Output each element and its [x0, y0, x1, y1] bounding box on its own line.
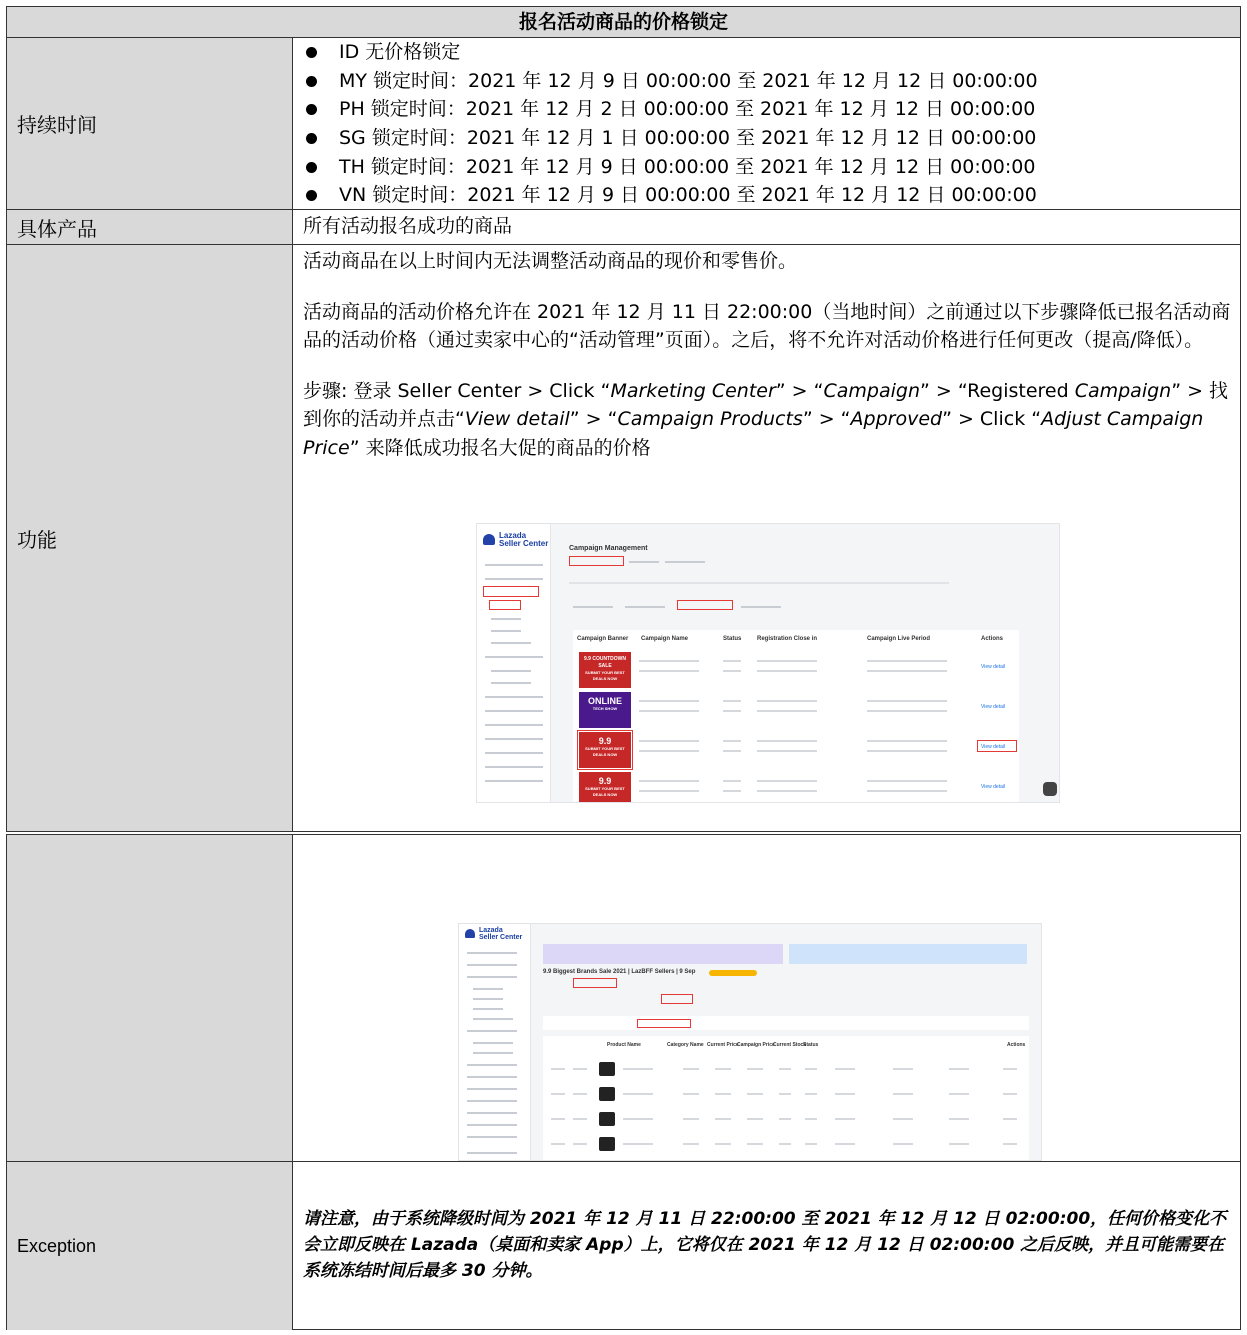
function-paragraph-3: 步骤: 登录 Seller Center > Click “Marketing Center” > “Campaign” > “Registered Campaign” > 找到你的活动并点击“View detail” > “Campaign Products” > “Approved” > Click “Adjust Campaign Price” 来降低成功报名大促的商品的价格 [303, 379, 1229, 459]
column-header: Status [803, 1042, 819, 1048]
logo-text-line2: Seller Center [479, 934, 523, 941]
product-thumbnail [599, 1087, 615, 1101]
logo-text-line1: Lazada [479, 927, 503, 934]
campaign-products-screenshot [458, 923, 1042, 1161]
product-thumbnail [599, 1112, 615, 1126]
chat-icon[interactable] [1043, 782, 1057, 796]
table-title: 报名活动商品的价格锁定 [7, 7, 1240, 38]
campaign-banner: 9.9 SUBMIT YOUR BEST DEALS NOW [579, 772, 631, 803]
product-value: 所有活动报名成功的商品 [303, 215, 513, 237]
lock-time-list [303, 38, 1232, 210]
row-product [7, 210, 1240, 245]
bullet-icon [306, 133, 317, 144]
screenshot2-page-title: 9.9 Biggest Brands Sale 2021 | LazBFF Sellers | 9 Sep [543, 969, 696, 975]
logo-text-line1: Lazada [499, 531, 527, 540]
lock-time-item: ID 无价格锁定 [303, 38, 1232, 67]
column-header: Current Stock [773, 1042, 807, 1048]
function-paragraph-2: 活动商品的活动价格允许在 2021 年 12 月 11 日 22:00:00（当地时间）之前通过以下步骤降低已报名活动商品的活动价格（通过卖家中心的“活动管理”页面）。之后，将不允许对活动价格进行任何更改（提高/降低）。 [303, 300, 1231, 351]
exception-text: 请注意，由于系统降级时间为 2021 年 12 月 11 日 22:00:00 至 2021 年 12 月 12 日 02:00:00，任何价格变化不会立即反映在 Lazada（桌面和卖家 App）上，它将仅在 2021 年 12 月 12 日 02:00:00 之后反映，并且可能需要在系统冻结时间后最多 30 分钟。 [303, 1209, 1227, 1281]
column-header: Campaign Price [737, 1042, 775, 1048]
view-detail-link[interactable]: View detail [981, 744, 1006, 750]
campaign-management-screenshot [476, 523, 1060, 803]
row-label-product: 具体产品 [7, 210, 293, 244]
bullet-icon [306, 104, 317, 115]
column-header: Registration Close in [757, 636, 818, 642]
screenshot1-page-title: Campaign Management [569, 545, 648, 552]
lock-time-item: PH 锁定时间：2021 年 12 月 2 日 00:00:00 至 2021 年 12 月 12 日 00:00:00 [303, 95, 1232, 124]
column-header: Status [723, 636, 742, 642]
promo-banner-left [543, 944, 783, 964]
campaign-banner: ONLINE TECH SHOW [579, 692, 631, 728]
column-header: Current Price [707, 1042, 739, 1048]
row-exception [7, 1162, 1240, 1330]
campaign-products-table [543, 1036, 1029, 1161]
column-header: Actions [981, 636, 1004, 642]
promo-banner-right [789, 944, 1027, 964]
row-label-function: 功能 [7, 245, 293, 831]
bullet-icon [306, 76, 317, 87]
lazada-logo-icon [465, 929, 475, 938]
column-header: Actions [1007, 1042, 1026, 1048]
campaign-list-table [573, 630, 1019, 803]
bullet-icon [306, 162, 317, 173]
row-duration [7, 38, 1240, 210]
logo-text-line2: Seller Center [499, 539, 549, 548]
row-label-duration: 持续时间 [7, 38, 293, 209]
column-header: Campaign Name [641, 636, 689, 642]
product-thumbnail [599, 1062, 615, 1076]
lock-time-item: VN 锁定时间：2021 年 12 月 9 日 00:00:00 至 2021 年 12 月 12 日 00:00:00 [303, 181, 1232, 210]
view-detail-link[interactable]: View detail [981, 664, 1006, 670]
lock-time-item: TH 锁定时间：2021 年 12 月 9 日 00:00:00 至 2021 年 12 月 12 日 00:00:00 [303, 153, 1232, 182]
view-detail-link[interactable]: View detail [981, 704, 1006, 710]
lock-time-item: SG 锁定时间：2021 年 12 月 1 日 00:00:00 至 2021 年 12 月 12 日 00:00:00 [303, 124, 1232, 153]
column-header: Campaign Live Period [867, 636, 931, 642]
view-detail-highlight [977, 740, 1017, 752]
column-header: Category Name [667, 1042, 704, 1048]
column-header: Campaign Banner [577, 636, 629, 642]
campaign-banner: 9.9 SUBMIT YOUR BEST DEALS NOW [579, 732, 631, 768]
function-paragraph-1: 活动商品在以上时间内无法调整活动商品的现价和零售价。 [303, 250, 798, 272]
view-detail-link[interactable]: View detail [981, 784, 1006, 790]
lock-time-item: MY 锁定时间：2021 年 12 月 9 日 00:00:00 至 2021 年 12 月 12 日 00:00:00 [303, 67, 1232, 96]
column-header: Product Name [607, 1042, 641, 1048]
campaign-banner: 9.9 COUNTDOWN SALE SUBMIT YOUR BEST DEALS NOW [579, 652, 631, 688]
bullet-icon [306, 190, 317, 201]
row-label-exception: Exception [7, 1162, 293, 1330]
product-thumbnail [599, 1137, 615, 1151]
bullet-icon [306, 47, 317, 58]
lazada-logo-icon [483, 534, 495, 545]
